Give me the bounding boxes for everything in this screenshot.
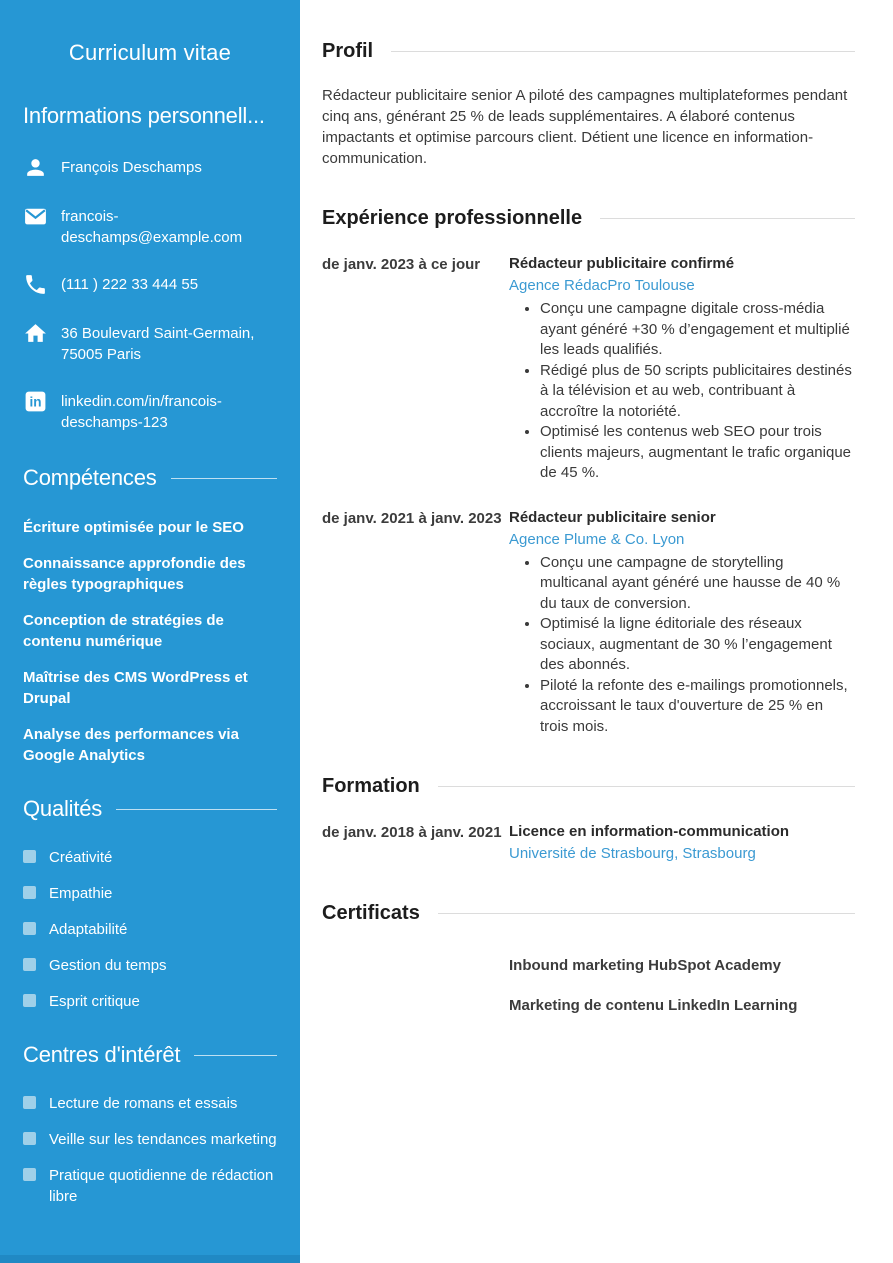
square-bullet-icon — [23, 922, 36, 935]
interest-item — [23, 1093, 277, 1114]
entry-title: Rédacteur publicitaire senior — [509, 508, 716, 526]
email-icon — [23, 204, 48, 229]
certificate-row — [322, 996, 855, 1016]
square-bullet-icon — [23, 1168, 36, 1181]
linkedin-icon — [23, 389, 48, 414]
skills-section — [23, 465, 277, 766]
entry-body — [509, 822, 855, 864]
interest-item — [23, 1165, 277, 1207]
svg-text:in: in — [29, 394, 42, 410]
contact-phone-text: (111 ) 222 33 444 55 — [61, 276, 199, 293]
personal-info-heading: Informations personnell... — [23, 103, 265, 128]
entry-bullet: • Piloté la refonte des e-mailings promotionnels, accroissant le taux d'ouverture de 25 % en trois mois. — [540, 676, 855, 738]
contact-linkedin-text[interactable]: linkedin.com/in/francois-deschamps-123 — [61, 393, 222, 431]
skills-heading: Compétences — [23, 465, 277, 491]
sidebar-footer-strip — [0, 1255, 300, 1263]
square-bullet-icon — [23, 958, 36, 971]
square-bullet-icon — [23, 1096, 36, 1109]
entry-bullet: • Rédigé plus de 50 scripts publicitaires destinés à la télévision et au web, contribuant à accroître la notoriété. — [540, 361, 855, 423]
skill-item: Analyse des performances via Google Analytics — [23, 726, 239, 764]
certificate-spacer — [322, 996, 509, 1016]
sidebar — [0, 0, 300, 1263]
square-bullet-icon — [23, 850, 36, 863]
skill-list — [23, 517, 277, 766]
interest-label: Lecture de romans et essais — [49, 1095, 238, 1112]
experience-section — [322, 207, 855, 737]
entry-body — [509, 254, 855, 484]
interest-label: Veille sur les tendances marketing — [49, 1131, 277, 1148]
profil-section — [322, 40, 855, 169]
quality-item — [23, 847, 277, 868]
entry-organization-link[interactable]: Université de Strasbourg, Strasbourg — [509, 845, 756, 862]
interest-item — [23, 1129, 277, 1150]
entry-period: de janv. 2018 à janv. 2021 — [322, 824, 502, 841]
entry-period: de janv. 2023 à ce jour — [322, 256, 481, 273]
skill-item: Écriture optimisée pour le SEO — [23, 519, 244, 536]
square-bullet-icon — [23, 886, 36, 899]
quality-label: Adaptabilité — [49, 921, 128, 938]
square-bullet-icon — [23, 994, 36, 1007]
certificate-title: Marketing de contenu LinkedIn Learning — [509, 997, 798, 1014]
contact-email-text: francois-deschamps@example.com — [61, 208, 243, 246]
entry-period: de janv. 2021 à janv. 2023 — [322, 509, 502, 527]
interests-list — [23, 1093, 277, 1207]
quality-item — [23, 919, 277, 940]
qualities-heading: Qualités — [23, 796, 277, 822]
personal-info-section — [23, 103, 277, 433]
interest-label: Pratique quotidienne de rédaction libre — [49, 1167, 274, 1205]
skill-item: Conception de stratégies de contenu numérique — [23, 612, 224, 650]
contact-address-text: 36 Boulevard Saint-Germain, 75005 Paris — [61, 325, 255, 363]
certificate-row — [322, 956, 855, 976]
certificats-heading: Certificats — [322, 902, 855, 925]
certificats-section — [322, 902, 855, 1016]
entry-body — [509, 508, 855, 738]
main-content — [300, 0, 893, 1263]
experience-heading: Expérience professionnelle — [322, 207, 855, 230]
entry-organization-link[interactable]: Agence Plume & Co. Lyon — [509, 530, 685, 548]
quality-item — [23, 955, 277, 976]
quality-label: Gestion du temps — [49, 957, 167, 974]
interests-heading: Centres d'intérêt — [23, 1042, 277, 1068]
skill-item: Maîtrise des CMS WordPress et Drupal — [23, 669, 248, 707]
contact-item-address — [23, 321, 277, 365]
contact-item-email — [23, 204, 277, 248]
experience-entry — [322, 254, 855, 484]
interests-section — [23, 1042, 277, 1207]
entry-bullet: • Conçu une campagne digitale cross-média ayant généré +30 % d’engagement et multiplié les leads qualifiés. — [540, 299, 855, 361]
quality-item — [23, 991, 277, 1012]
formation-section — [322, 775, 855, 864]
skill-item: Connaissance approfondie des règles typographiques — [23, 555, 246, 593]
quality-item — [23, 883, 277, 904]
contact-item-name — [23, 155, 277, 180]
certificate-spacer — [322, 956, 509, 976]
contact-list — [23, 155, 277, 433]
entry-title: Rédacteur publicitaire confirmé — [509, 255, 735, 272]
home-icon — [23, 321, 48, 346]
entry-bullet: • Optimisé la ligne éditoriale des réseaux sociaux, augmentant de 30 % l’engagement des abonnés. — [540, 614, 855, 676]
entry-bullet-list — [509, 553, 855, 738]
entry-title: Licence en information-communication — [509, 823, 790, 840]
square-bullet-icon — [23, 1132, 36, 1145]
entry-bullet: • Optimisé les contenus web SEO pour trois clients majeurs, augmentant le trafic organique de 45 %. — [540, 422, 855, 484]
experience-entry — [322, 508, 855, 738]
contact-item-phone — [23, 272, 277, 297]
certificate-title: Inbound marketing HubSpot Academy — [509, 957, 781, 974]
quality-label: Empathie — [49, 885, 113, 902]
formation-entry — [322, 822, 855, 864]
contact-item-linkedin — [23, 389, 277, 433]
contact-name-text: François Deschamps — [61, 159, 202, 176]
entry-bullet: • Conçu une campagne de storytelling multicanal ayant généré une hausse de 40 % du taux de conversion. — [540, 553, 855, 615]
phone-icon — [23, 272, 48, 297]
entry-organization-link[interactable]: Agence RédacPro Toulouse — [509, 277, 695, 294]
qualities-section — [23, 796, 277, 1012]
qualities-list — [23, 847, 277, 1012]
entry-bullet-list — [509, 299, 855, 484]
cv-title: Curriculum vitae — [68, 40, 232, 65]
profil-text: Rédacteur publicitaire senior A piloté des campagnes multiplateformes pendant cinq ans, générant 25 % de leads supplémentaires. A élaboré contenus impactants et optimise parcours client. Détient une licence en information-communication. — [322, 87, 848, 167]
person-icon — [23, 155, 48, 180]
quality-label: Créativité — [49, 849, 113, 866]
formation-heading: Formation — [322, 775, 855, 798]
profil-heading: Profil — [322, 40, 855, 63]
quality-label: Esprit critique — [49, 993, 140, 1010]
